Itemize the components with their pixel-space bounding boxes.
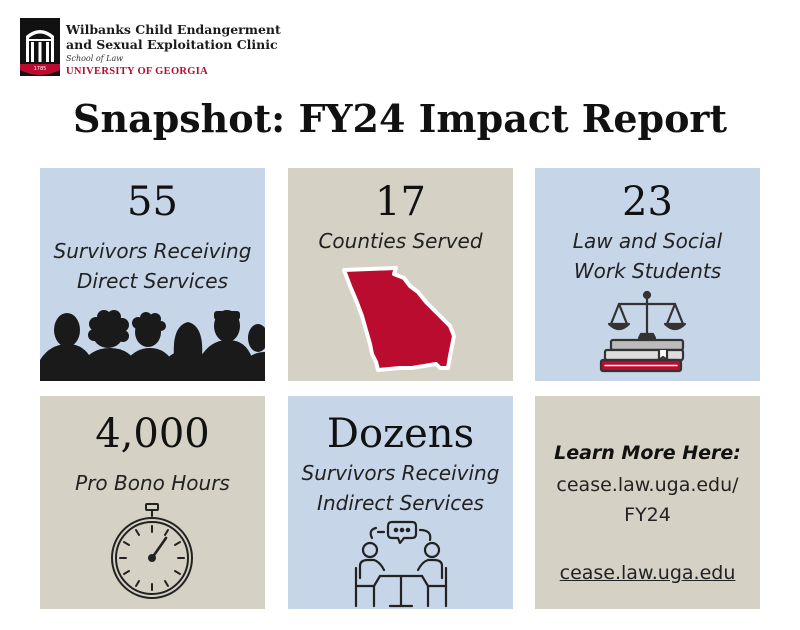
stat-label-line: Law and Social	[572, 229, 723, 253]
stat-number: 55	[127, 179, 178, 225]
georgia-map-icon	[338, 260, 463, 380]
stat-label-line: Counties Served	[318, 229, 483, 253]
tile-direct-services	[40, 168, 265, 381]
tile-students	[535, 168, 760, 381]
stat-label-line: Survivors Receiving	[301, 461, 500, 485]
tile-learn-more	[535, 396, 760, 609]
university-name: UNIVERSITY OF GEORGIA	[66, 66, 209, 77]
stat-label-line: Indirect Services	[317, 491, 484, 515]
clinic-logo	[20, 18, 320, 82]
page-title: Snapshot: FY24 Impact Report	[73, 96, 727, 141]
stat-label-line: Direct Services	[76, 269, 228, 293]
learn-more-url-line: FY24	[624, 504, 671, 526]
clinic-name-line2: and Sexual Exploitation Clinic	[66, 37, 278, 52]
stat-label	[288, 458, 513, 518]
stat-number: 23	[622, 179, 673, 225]
stopwatch-icon	[104, 502, 200, 602]
stat-label-line: Survivors Receiving	[53, 239, 252, 263]
clinic-name-line1: Wilbanks Child Endangerment	[66, 22, 281, 37]
school-name: School of Law	[66, 54, 124, 63]
learn-more-url-line: cease.law.uga.edu/	[556, 474, 739, 496]
stat-label	[535, 226, 760, 286]
learn-more-url	[535, 470, 760, 530]
learn-more-title: Learn More Here:	[554, 442, 741, 464]
tile-pro-bono-hours	[40, 396, 265, 609]
stat-number: Dozens	[326, 411, 475, 457]
seal-year: 1785	[33, 66, 47, 72]
stat-label	[40, 468, 265, 498]
stat-label-line: Pro Bono Hours	[75, 471, 230, 495]
stat-number: 17	[375, 179, 426, 225]
stat-number: 4,000	[95, 411, 210, 457]
tile-indirect-services	[288, 396, 513, 609]
scales-of-justice-books-icon	[597, 290, 697, 380]
stat-label	[288, 226, 513, 256]
website-link[interactable]: cease.law.uga.edu	[559, 562, 736, 584]
university-arch-logo-icon	[20, 18, 60, 76]
conversation-table-icon	[354, 520, 448, 608]
people-silhouettes-icon	[40, 308, 265, 381]
stat-label	[40, 236, 265, 296]
stat-label-line: Work Students	[573, 259, 722, 283]
tile-counties-served	[288, 168, 513, 381]
